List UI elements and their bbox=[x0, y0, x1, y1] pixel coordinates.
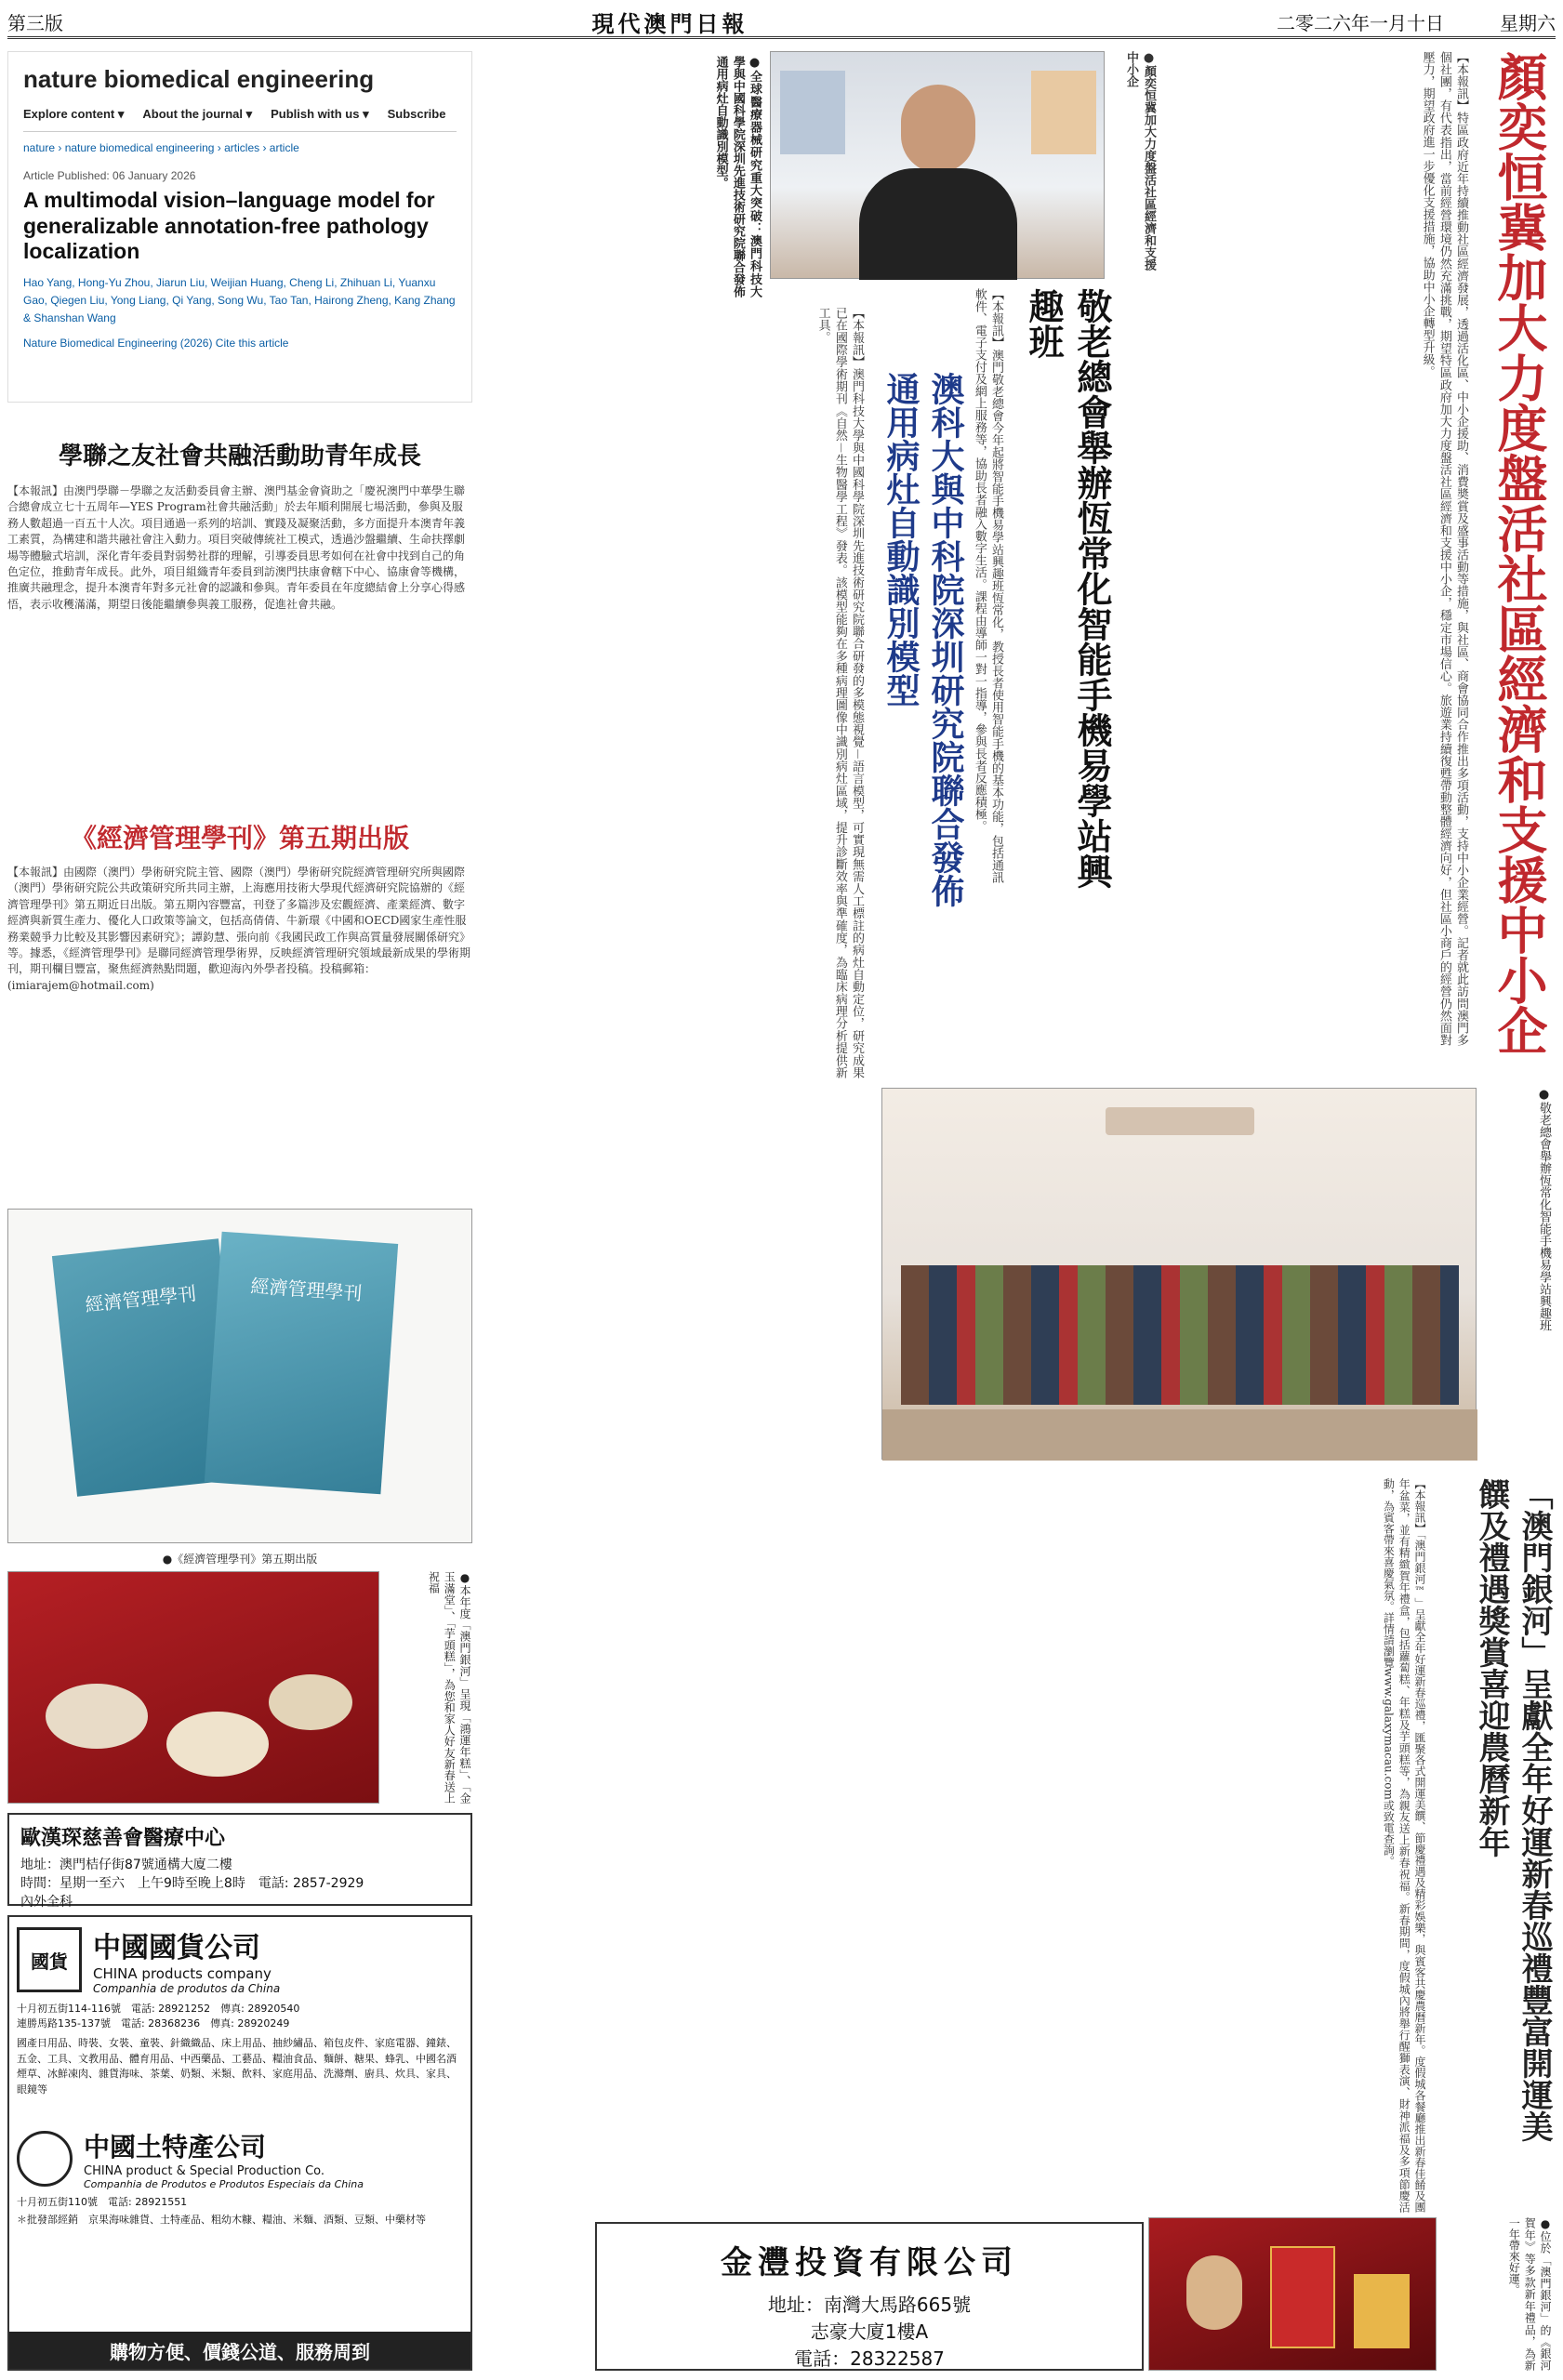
story-youth-body: 【本報訊】由澳門學聯－學聯之友活動委員會主辦、澳門基金會資助之「慶祝澳門中華學生聯合總會成立七十五周年—YES Program社會共融活動」於去年順利開展七場活動，參與及服務人數超過一百五十人次。項目通過一系列的培訓、實踐及凝聚活動，多方面提升本澳青年義工素質，為構建和諧共融社會注入動力。項目突破傳統社工模式，透過沙盤繼續、生命扶擇劇場等體驗式培訓，深化青年委員對弱勢社群的理解，引導委員思考如何在社會中找到自己的角色定位，推動青年成長。此外，項目組織青年委員到訪澳門扶康會轄下中心、協康會等機構，推廣共融理念，提升本澳青年對多元社會的認識和參與。青年委員在年度總結會上分享心得感悟，表示收穫滿滿，期望日後能繼續參與義工服務，促進社會共融。 bbox=[7, 484, 466, 611]
kamfung-name: 金灃投資有限公司 bbox=[721, 2244, 1018, 2281]
ad-en-1: CHINA products company bbox=[93, 1965, 272, 1982]
rule bbox=[7, 409, 472, 410]
china-logo: 國貨 bbox=[17, 1927, 82, 1992]
headline-youth: 學聯之友社會共融活動助青年成長 bbox=[58, 443, 421, 470]
weekday: 星期六 bbox=[1500, 12, 1556, 34]
floor bbox=[882, 1409, 1477, 1461]
dish bbox=[46, 1684, 148, 1749]
headline-research: 澳科大與中科院深圳研究院聯合發佈通用病灶自動識別模型 bbox=[881, 372, 964, 907]
story-journal-body: 【本報訊】由國際（澳門）學術研究院主管、國際（澳門）學術研究院經濟管理研究所與國際（澳門）學術研究院公共政策研究所共同主辦，上海應用技術大學現代經濟研究院協辦的《經濟管理學刊》第五期近日出版。第五期內容豐富，刊登了多篇涉及宏觀經濟、產業經濟、數字經濟與新質生產力、優化人口政策等論文，包括高倩倩、牛新環《中國和OECD國家生產性服務業競爭力比較及其影響因素研究》；譚鈞慧、張向前《我國民政工作與高質量發展關係研究》等。據悉，《經濟管理學刊》是聯同經濟管理學術界，反映經濟管理研究領域最新成果的學術期刊，期刊欄目豐富，聚焦經濟熱點問題，歡迎海內外學者投稿。投稿郵箱：(imiarajem@hotmail.com) bbox=[7, 866, 471, 992]
headline-journal: 《經濟管理學刊》第五期出版 bbox=[70, 823, 409, 853]
nature-nav bbox=[23, 107, 457, 122]
wall-poster bbox=[780, 71, 845, 154]
nature-journal-line: Nature Biomedical Engineering (2026) Cite this article bbox=[23, 337, 289, 350]
clinic-hours: 時間：星期一至六 上午9時至晚上8時 電話: 2857-2929 bbox=[20, 1876, 364, 1891]
story-galaxy-body: 【本報訊】「澳門銀河™」呈獻全年好運新春巡禮，匯聚各式開運美饌、節慶禮遇及精彩娛樂，與賓客共慶農曆新年。度假城各餐廳推出新春佳餚及團年盆菜，並有精緻賀年禮盒，包括蘿蔔糕、年糕及芋頭糕等，為親友送上新春祝福。新春期間，度假城內將舉行醒獅表演、財神派福及多項節慶活動，為賓客帶來喜慶氣氛。詳情請瀏覽www.galaxymacau.com或致電查詢。 bbox=[1382, 1478, 1426, 2213]
nature-nav-subscribe: Subscribe bbox=[387, 107, 446, 121]
nature-article-screenshot bbox=[7, 51, 472, 403]
nature-authors: Hao Yang, Hong-Yu Zhou, Jiarun Liu, Weijian Huang, Cheng Li, Zhihuan Li, Yuanxu Gao, Qiegen Liu, Yong Liang, Qi Yang, Song Wu, Tao Tan, Hairong Zheng, Kang Zhang & Shanshan Wang bbox=[23, 275, 456, 325]
photo-portrait bbox=[770, 51, 1105, 279]
photo-journal bbox=[7, 1209, 472, 1543]
nature-meta: Article Published: 06 January 2026 bbox=[23, 169, 196, 182]
ad-goods-1: 國產日用品、時裝、女裝、童裝、針織織品、床上用品、抽紗繡品、箱包皮件、家庭電器、鐘錶、五金、工具、文教用品、體育用品、中西藥品、工藝品、糧油食品、麵餅、糖果、蜂乳、中國名酒煙草、冰鮮凍肉、雜貨海味、茶葉、奶類、米類、飲料、家庭用品、洗滌劑、廚具、炊具、家具、眼鏡等 bbox=[17, 2037, 457, 2096]
nature-nav-about: About the journal ▾ bbox=[142, 107, 253, 121]
caption-galaxy-food: ●本年度「澳門銀河」呈現「鴻運年糕」、「金玉滿堂」、「芋頭糕」，為您和家人好友新春送上祝福 bbox=[427, 1571, 471, 1804]
ad-name-2: 中國土特產公司 bbox=[84, 2132, 267, 2162]
teddy-bear bbox=[1186, 2255, 1242, 2330]
nature-article-title: A multimodal vision–language model for generalizable annotation-free pathology localization bbox=[23, 188, 435, 264]
issue-date: 二零二六年一月十日 bbox=[1277, 12, 1444, 34]
photo-elderly-group bbox=[881, 1088, 1477, 1460]
ad-en-2: CHINA product & Special Production Co. bbox=[84, 2164, 325, 2178]
ad-china-products bbox=[7, 1915, 472, 2371]
kamfung-addr-2: 志豪大廈1樓A bbox=[810, 2320, 929, 2343]
wall-poster bbox=[1031, 71, 1096, 154]
portrait-suit bbox=[859, 168, 1017, 280]
caption-galaxy-gifts: ●位於「澳門銀河」的《銀河賀年》等多款新年禮品，為新一年帶來好運。 bbox=[1507, 2217, 1552, 2371]
kamfung-addr-1: 地址：南灣大馬路665號 bbox=[767, 2294, 972, 2316]
headline-elderly: 敬老總會舉辦恆常化智能手機易學站興趣班 bbox=[1023, 288, 1112, 889]
nature-brand: nature biomedical engineering bbox=[23, 65, 375, 93]
clinic-box bbox=[7, 1813, 472, 1910]
group-people bbox=[901, 1265, 1459, 1405]
ad-addr-2: 連勝馬路135-137號 電話: 28368236 傳真: 28920249 bbox=[17, 2017, 290, 2030]
headline-galaxy: 「澳門銀河」呈獻全年好運新春巡禮豐富開運美饌及禮遇獎賞喜迎農曆新年 bbox=[1473, 1478, 1553, 2142]
clinic-address: 地址：澳門桔仔街87號通構大廈二樓 bbox=[20, 1858, 232, 1872]
banner bbox=[1106, 1107, 1254, 1135]
ad-pt-2: Companhia de Produtos e Produtos Especiais da China bbox=[84, 2178, 364, 2190]
page-number: 第三版 bbox=[7, 12, 63, 34]
clinic-dept: 內外全科 bbox=[20, 1895, 73, 1910]
gift-box bbox=[1354, 2274, 1410, 2348]
caption-elderly-photo: ●敬老總會舉辦恆常化智能手機易學站興趣班 bbox=[1537, 1088, 1551, 1331]
ad-pt-1: Companhia de produtos da China bbox=[93, 1982, 281, 1995]
story-research-body: 【本報訊】澳門科技大學與中國科學院深圳先進技術研究院聯合研發的多模態視覺－語言模型，可實現無需人工標註的病灶自動定位，研究成果已在國際學術期刊《自然－生物醫學工程》發表。該模型能夠在多種病理圖像中識別病灶區域，提升診斷效率與準確度，為臨床病理分析提供新工具。 bbox=[815, 307, 864, 1078]
story-sme-body: 【本報訊】特區政府近年持續推動社區經濟發展，透過活化區、中小企援助、消費奬賞及盛事活動等措施，與社區、商會協同合作推出多項活動，支持中小企業經營。記者就此訪問澳門多個社團，有代表指出，當前經營環境仍然充滿挑戰，期望特區政府加大力度盤活社區經濟和支援中小企，穩定市場信心。旅遊業持續復甦帶動整體經濟向好，但社區小商戶的經營仍然面對壓力，期望政府進一步優化支援措施，協助中小企轉型升級。 bbox=[1420, 51, 1468, 1046]
page-header bbox=[7, 7, 1556, 39]
portrait-head bbox=[901, 85, 975, 173]
newspaper-title: 現代澳門日報 bbox=[591, 11, 748, 37]
dish bbox=[166, 1712, 269, 1777]
ad-kamfung bbox=[595, 2222, 1144, 2371]
ad-slogan: 購物方便、價錢公道、服務周到 bbox=[9, 2332, 470, 2369]
clinic-name: 歐漢琛慈善會醫療中心 bbox=[20, 1827, 226, 1850]
nature-nav-publish: Publish with us ▾ bbox=[271, 107, 369, 121]
story-elderly-body: 【本報訊】澳門敬老總會今年起將智能手機易學站興趣班恆常化，教授長者使用智能手機的基本功能，包括通訊軟件、電子支付及網上服務等，協助長者融入數字生活。課程由導師一對一指導，參與長者反應積極。 bbox=[972, 288, 1003, 883]
ad-addr-3: 十月初五街110號 電話: 28921551 bbox=[17, 2196, 188, 2208]
ad-addr-1: 十月初五街114-116號 電話: 28921252 傳真: 28920540 bbox=[17, 2003, 300, 2015]
nature-breadcrumb: nature › nature biomedical engineering › articles › article bbox=[23, 141, 299, 154]
dish bbox=[269, 1674, 352, 1730]
nature-nav-explore: Explore content ▾ bbox=[23, 107, 125, 121]
journal-cover-title: 經濟管理學刊 bbox=[249, 1275, 364, 1305]
divider bbox=[23, 131, 457, 132]
photo-galaxy-food bbox=[7, 1571, 379, 1804]
ad-goods-2: ＊批發部經銷 京果海味雜貨、土特產品、粗幼木糠、糧油、米麵、酒類、豆類、中藥材等 bbox=[17, 2214, 426, 2226]
caption-research: ●全球醫療器械研究重大突破：澳門科技大學與中國科學院深圳先進技術研究院聯合發佈通用病灶自動識別模型。 bbox=[713, 56, 762, 298]
caption-journal: ●《經濟管理學刊》第五期出版 bbox=[162, 1553, 318, 1566]
caption-portrait: ●顏奕恒冀加大力度盤活社區經濟和支援中小企 bbox=[1124, 51, 1156, 271]
headline-sme: 顏奕恒冀加大力度盤活社區經濟和支援中小企 bbox=[1490, 51, 1548, 1055]
china-logo-2 bbox=[17, 2131, 73, 2187]
kamfung-phone: 電話：28322587 bbox=[794, 2347, 945, 2370]
photo-galaxy-gifts bbox=[1148, 2217, 1437, 2371]
journal-cover-title: 經濟管理學刊 bbox=[84, 1282, 198, 1316]
gift-box bbox=[1270, 2246, 1335, 2348]
ad-name-1: 中國國貨公司 bbox=[93, 1932, 260, 1964]
journal-cover bbox=[205, 1232, 398, 1495]
